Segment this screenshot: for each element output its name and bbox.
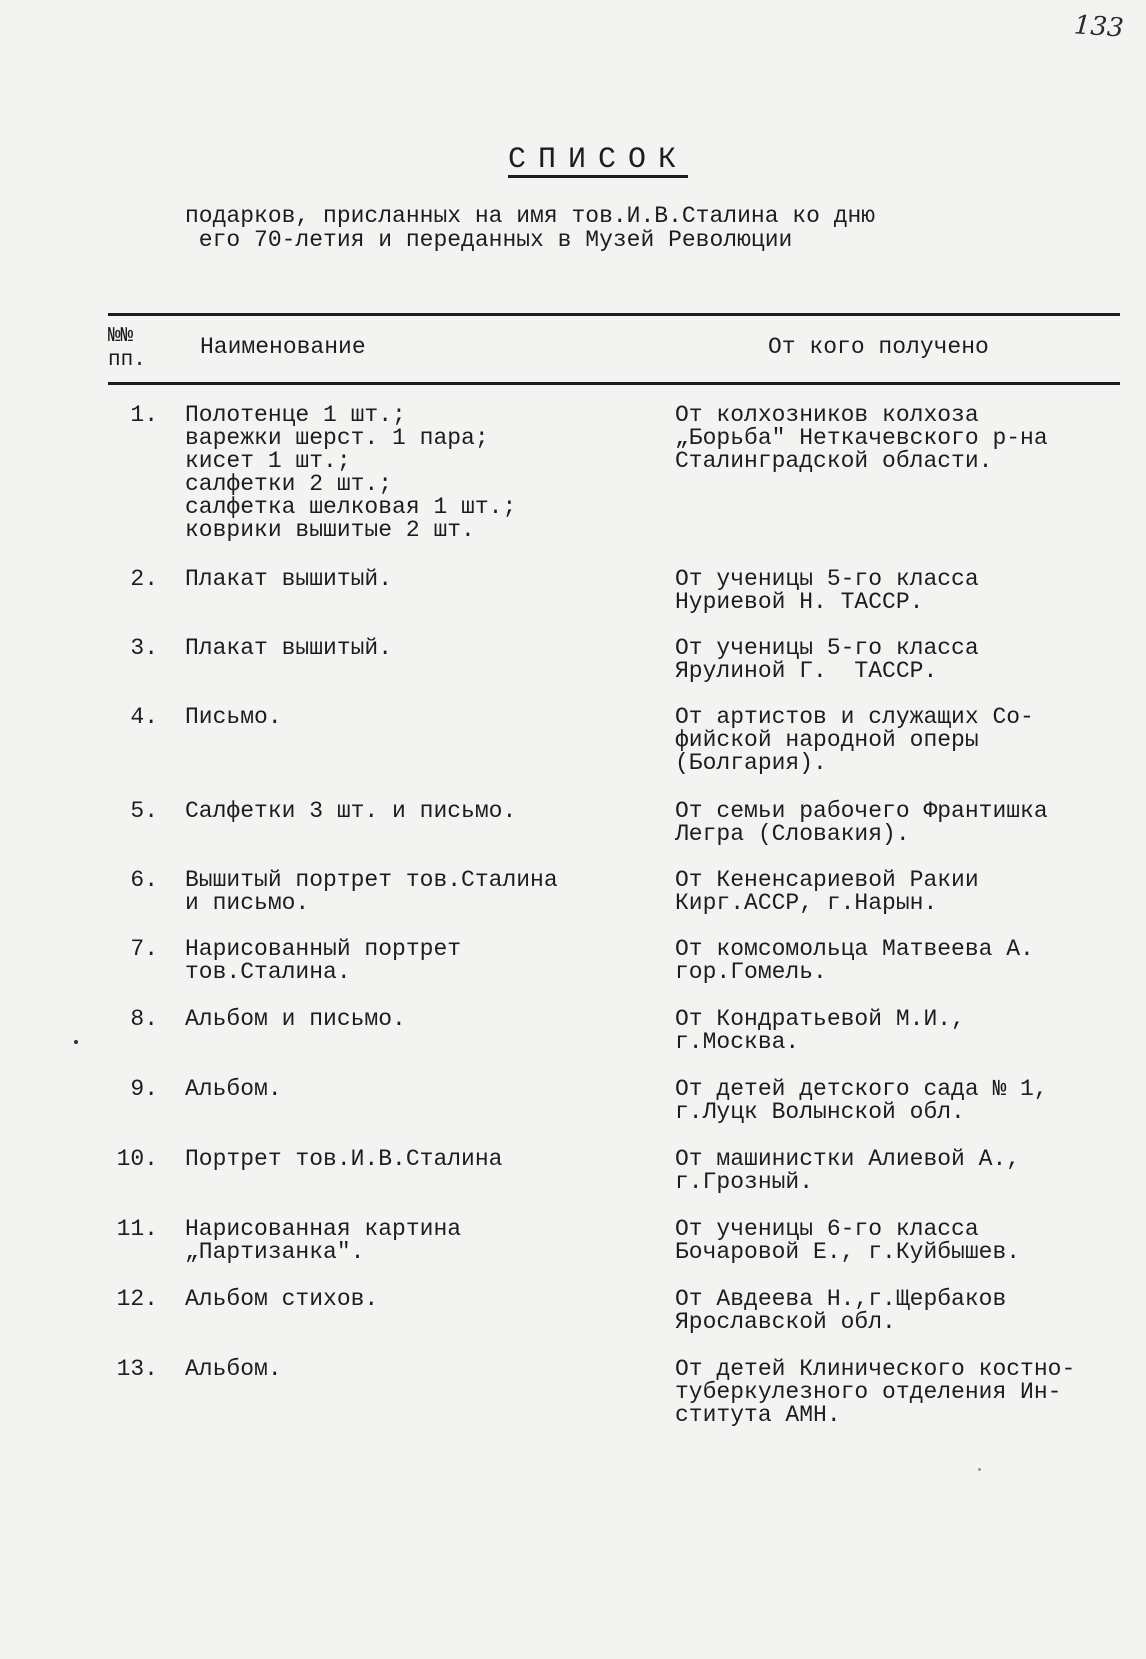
row-item-name: Полотенце 1 шт.; варежки шерст. 1 пара; кисет 1 шт.; салфетки 2 шт.; салфетка шелковая 1 шт.; коврики вышитые 2 шт. [185,402,517,543]
row-item-name: Альбом. [185,1356,282,1382]
row-number: 5. [130,798,158,824]
row-number: 13. [116,1356,158,1382]
column-header-number: №№ пп. [108,325,146,372]
row-sender: От ученицы 5-го класса Нуриевой Н. ТАССР. [675,566,979,615]
row-item-name: Плакат вышитый. [185,566,393,592]
document-title: СПИСОК [508,143,689,177]
row-sender: От Кондратьевой М.И., г.Москва. [675,1006,965,1055]
row-number: 4. [130,704,158,730]
row-item-name: Нарисованный портрет тов.Сталина. [185,936,462,985]
row-number: 9. [130,1076,158,1102]
page-number: 133 [1073,10,1125,44]
row-sender: От детей детского сада № 1, г.Луцк Волынской обл. [675,1076,1048,1125]
row-sender: От комсомольца Матвеева А. гор.Гомель. [675,936,1034,985]
row-item-name: Салфетки 3 шт. и письмо. [185,798,517,824]
row-sender: От Авдеева Н.,г.Щербаков Ярославской обл. [675,1286,1007,1335]
row-item-name: Нарисованная картина „Партизанка". [185,1216,462,1265]
row-item-name: Письмо. [185,704,282,730]
document-subtitle: подарков, присланных на имя тов.И.В.Сталина ко дню его 70-летия и переданных в Музей Революции [185,203,876,253]
row-number: 6. [130,867,158,893]
table-top-rule [108,313,1120,316]
row-item-name: Альбом стихов. [185,1286,379,1312]
row-sender: От ученицы 5-го класса Ярулиной Г. ТАССР. [675,635,979,684]
row-number: 11. [116,1216,158,1242]
row-sender: От Кененсариевой Ракии Кирг.АССР, г.Нарын. [675,867,979,916]
scan-speck [74,1040,78,1044]
row-item-name: Портрет тов.И.В.Сталина [185,1146,503,1172]
row-sender: От машинистки Алиевой А., г.Грозный. [675,1146,1021,1195]
row-number: 10. [116,1146,158,1172]
row-number: 8. [130,1006,158,1032]
row-sender: От ученицы 6-го класса Бочаровой Е., г.Куйбышев. [675,1216,1021,1265]
row-sender: От колхозников колхоза „Борьба" Неткачевского р-на Сталинградской области. [675,402,1048,474]
row-number: 3. [130,635,158,661]
row-item-name: Вышитый портрет тов.Сталина и письмо. [185,867,558,916]
row-number: 1. [130,402,158,428]
row-sender: От детей Клинического костно- туберкулезного отделения Ин- ститута АМН. [675,1356,1076,1428]
column-header-from: От кого получено [768,334,989,360]
scan-speck [978,1468,981,1471]
row-sender: От артистов и служащих Со- фийской народной оперы (Болгария). [675,704,1034,776]
column-header-name: Наименование [200,334,366,360]
row-item-name: Альбом и письмо. [185,1006,406,1032]
row-sender: От семьи рабочего Франтишка Легра (Словакия). [675,798,1048,847]
row-item-name: Альбом. [185,1076,282,1102]
row-item-name: Плакат вышитый. [185,635,393,661]
row-number: 7. [130,936,158,962]
row-number: 2. [130,566,158,592]
row-number: 12. [116,1286,158,1312]
table-header-rule [108,382,1120,385]
